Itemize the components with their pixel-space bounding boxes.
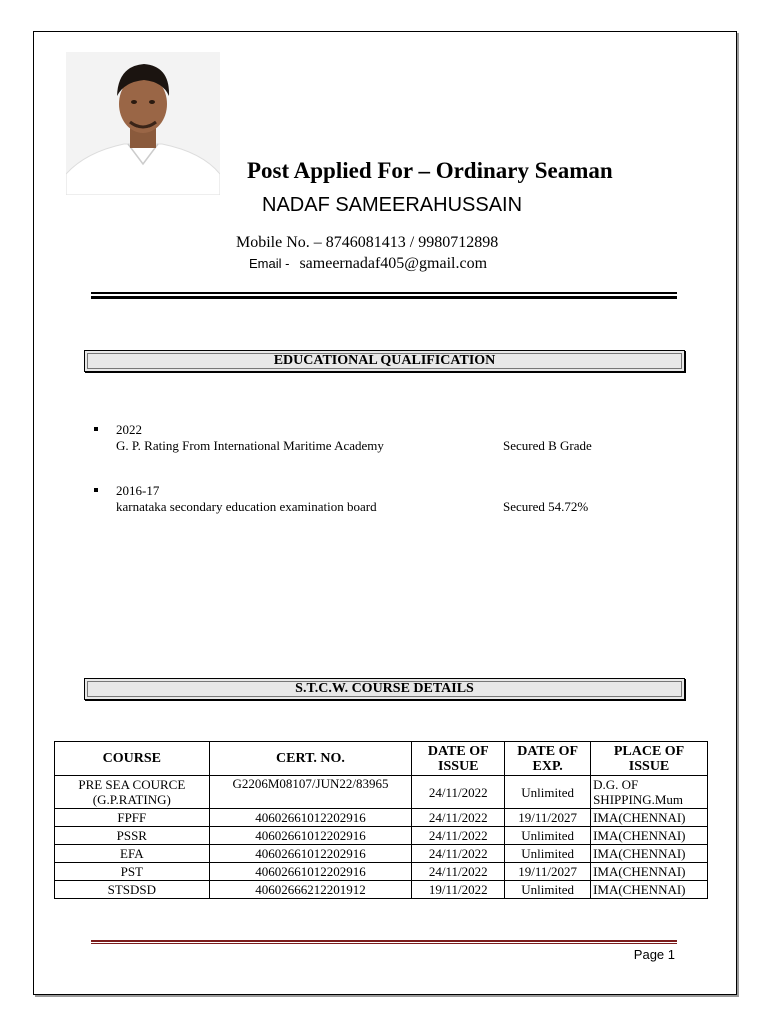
place-of-issue: IMA(CHENNAI) [591,881,708,899]
course-name: PRE SEA COURCE (G.P.RATING) [55,776,210,809]
stcw-section-title: S.T.C.W. COURSE DETAILS [295,681,474,696]
issue-date: 24/11/2022 [412,809,505,827]
table-row [55,809,708,827]
place-of-issue: D.G. OF SHIPPING.Mum [591,776,708,809]
column-header: PLACE OF ISSUE [591,742,708,776]
education-year: 2016-17 [116,483,160,498]
column-header: CERT. NO. [209,742,412,776]
applicant-name: NADAF SAMEERAHUSSAIN [262,194,523,216]
course-name: FPFF [55,809,210,827]
email-label: Email - [249,256,290,271]
expiry-date: Unlimited [505,845,591,863]
table-row [55,845,708,863]
bullet-icon [94,427,98,431]
table-row [55,863,708,881]
place-of-issue: IMA(CHENNAI) [591,845,708,863]
column-header: COURSE [55,742,210,776]
stcw-section-header [84,678,685,700]
post-applied-title: Post Applied For – Ordinary Seaman [247,158,613,183]
expiry-date: Unlimited [505,881,591,899]
column-header: DATE OF ISSUE [412,742,505,776]
cert-number: 40602666212201912 [209,881,412,899]
education-result: Secured B Grade [503,438,592,453]
table-row [55,827,708,845]
cert-number: 40602661012202916 [209,809,412,827]
issue-date: 24/11/2022 [412,863,505,881]
email-row [249,255,487,273]
course-name: PSSR [55,827,210,845]
table-row [55,881,708,899]
issue-date: 24/11/2022 [412,845,505,863]
cert-number: G2206M08107/JUN22/83965 [209,776,412,809]
page-number: Page 1 [633,947,675,962]
stcw-course-table [54,741,708,899]
course-name: STSDSD [55,881,210,899]
education-year: 2022 [116,422,142,437]
course-name: PST [55,863,210,881]
education-description: karnataka secondary education examination board [116,499,377,514]
expiry-date: Unlimited [505,827,591,845]
issue-date: 24/11/2022 [412,827,505,845]
education-result: Secured 54.72% [503,499,589,514]
place-of-issue: IMA(CHENNAI) [591,863,708,881]
cert-number: 40602661012202916 [209,863,412,881]
mobile-number: Mobile No. – 8746081413 / 9980712898 [236,234,499,251]
education-description: G. P. Rating From International Maritime Academy [116,438,384,453]
expiry-date: 19/11/2027 [505,863,591,881]
cert-number: 40602661012202916 [209,845,412,863]
place-of-issue: IMA(CHENNAI) [591,827,708,845]
expiry-date: Unlimited [505,776,591,809]
column-header: DATE OF EXP. [505,742,591,776]
course-name: EFA [55,845,210,863]
table-header-row [55,742,708,776]
place-of-issue: IMA(CHENNAI) [591,809,708,827]
email-address: sameernadaf405@gmail.com [299,255,488,272]
footer-divider [91,940,677,944]
education-section-header [84,350,685,372]
issue-date: 19/11/2022 [412,881,505,899]
issue-date: 24/11/2022 [412,776,505,809]
header-divider [91,292,677,299]
education-section-title: EDUCATIONAL QUALIFICATION [273,353,496,368]
cert-number: 40602661012202916 [209,827,412,845]
expiry-date: 19/11/2027 [505,809,591,827]
profile-photo [66,52,220,195]
bullet-icon [94,488,98,492]
table-row [55,776,708,809]
